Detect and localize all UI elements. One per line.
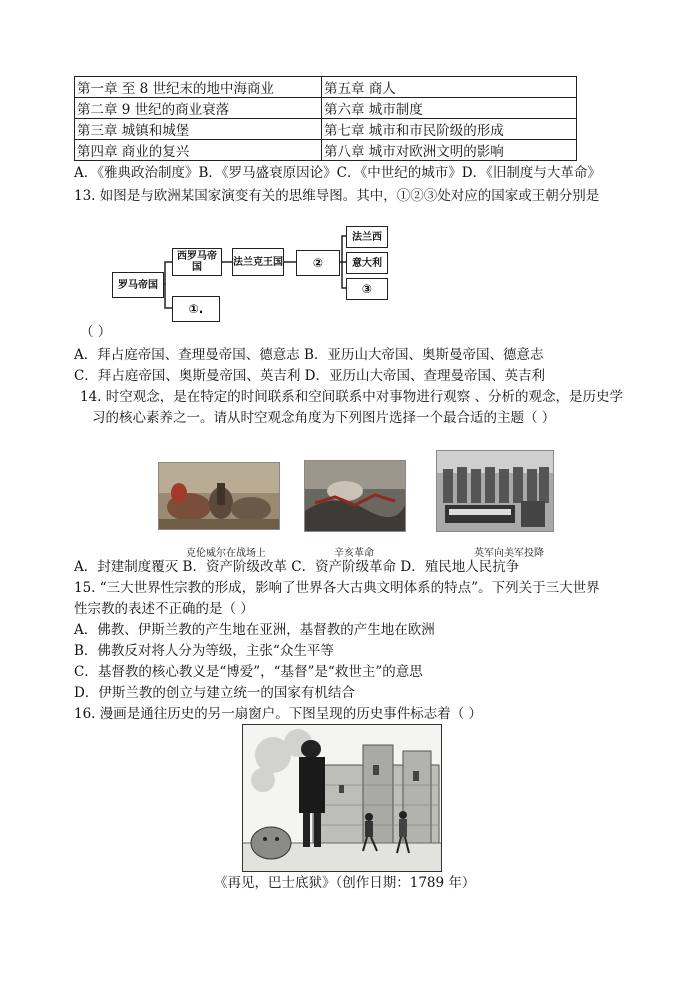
- cromwell-painting: [158, 462, 280, 530]
- q15-stem-1: 15. “三大世界性宗教的形成，影响了世界各大古典文明体系的特点”。下列关于三大世界: [74, 580, 600, 596]
- table-cell: 第四章 商业的复兴: [75, 140, 322, 161]
- table-cell: 第六章 城市制度: [322, 98, 577, 119]
- node-west-rome: 西罗马帝国: [172, 248, 222, 276]
- table-row: [75, 77, 577, 98]
- node-blank-2: ②: [296, 250, 340, 276]
- q15-option-b: B．佛教反对将人分为等级，主张“众生平等: [74, 643, 334, 659]
- chapter-table: [74, 76, 577, 161]
- q14-stem-1: 14. 时空观念，是在特定的时间联系和空间联系中对事物进行观察 、分析的观念，是历史学: [80, 389, 624, 405]
- q12-options: A．《雅典政治制度》B．《罗马盛衰原因论》C．《中世纪的城市》D．《旧制度与大革命》: [74, 165, 601, 181]
- q16-stem: 16. 漫画是通往历史的另一扇窗户。下图呈现的历史事件标志着（ ）: [74, 706, 483, 722]
- table-cell: 第五章 商人: [322, 77, 577, 98]
- q15-option-c: C．基督教的核心教义是“博爱”，“基督”是“救世主”的意思: [74, 664, 423, 680]
- q13-options-cd: C．拜占庭帝国、奥斯曼帝国、英吉利 D．亚历山大帝国、查理曼帝国、英吉利: [74, 368, 545, 384]
- node-italy: 意大利: [346, 252, 388, 274]
- caption-surrender: 英军向美军投降: [474, 548, 544, 559]
- table-cell: 第三章 城镇和城堡: [75, 119, 322, 140]
- bastille-cartoon: [242, 724, 442, 872]
- table-cell: 第七章 城市和市民阶级的形成: [322, 119, 577, 140]
- q14-options: A．封建制度覆灭 B．资产阶级改革 C．资产阶级革命 D．殖民地人民抗争: [74, 559, 520, 575]
- node-france: 法兰西: [346, 226, 388, 248]
- node-blank-3: ③: [346, 278, 388, 300]
- q13-stem: 13. 如图是与欧洲某国家演变有关的思维导图。其中，①②③处对应的国家或王朝分别是: [74, 188, 600, 204]
- q14-stem-2: 习的核心素养之一。请从时空观念角度为下列图片选择一个最合适的主题（ ）: [92, 410, 556, 426]
- q15-option-a: A．佛教、伊斯兰教的产生地在亚洲，基督教的产生地在欧洲: [74, 622, 435, 638]
- table-cell: 第八章 城市对欧洲文明的影响: [322, 140, 577, 161]
- table-row: [75, 119, 577, 140]
- node-rome-empire: 罗马帝国: [112, 272, 164, 298]
- node-frank-kingdom: 法兰克王国: [232, 248, 284, 276]
- table-row: [75, 140, 577, 161]
- caption-xinhai: 辛亥革命: [334, 548, 374, 559]
- caption-cromwell: 克伦威尔在战场上: [186, 548, 266, 559]
- q13-paren: （ ）: [80, 324, 112, 340]
- xinhai-revolution-painting: [304, 460, 406, 532]
- table-cell: 第一章 至 8 世纪末的地中海商业: [75, 77, 322, 98]
- q15-stem-2: 性宗教的表述不正确的是（ ）: [74, 601, 254, 617]
- table-row: [75, 98, 577, 119]
- q15-option-d: D．伊斯兰教的创立与建立统一的国家有机结合: [74, 685, 355, 701]
- q16-caption: 《再见，巴士底狱》（创作日期：1789 年）: [214, 875, 476, 891]
- q13-options-ab: A．拜占庭帝国、查理曼帝国、德意志 B．亚历山大帝国、奥斯曼帝国、德意志: [74, 347, 544, 363]
- table-cell: 第二章 9 世纪的商业衰落: [75, 98, 322, 119]
- node-blank-1: ①.: [172, 296, 220, 322]
- surrender-photo: [436, 450, 554, 532]
